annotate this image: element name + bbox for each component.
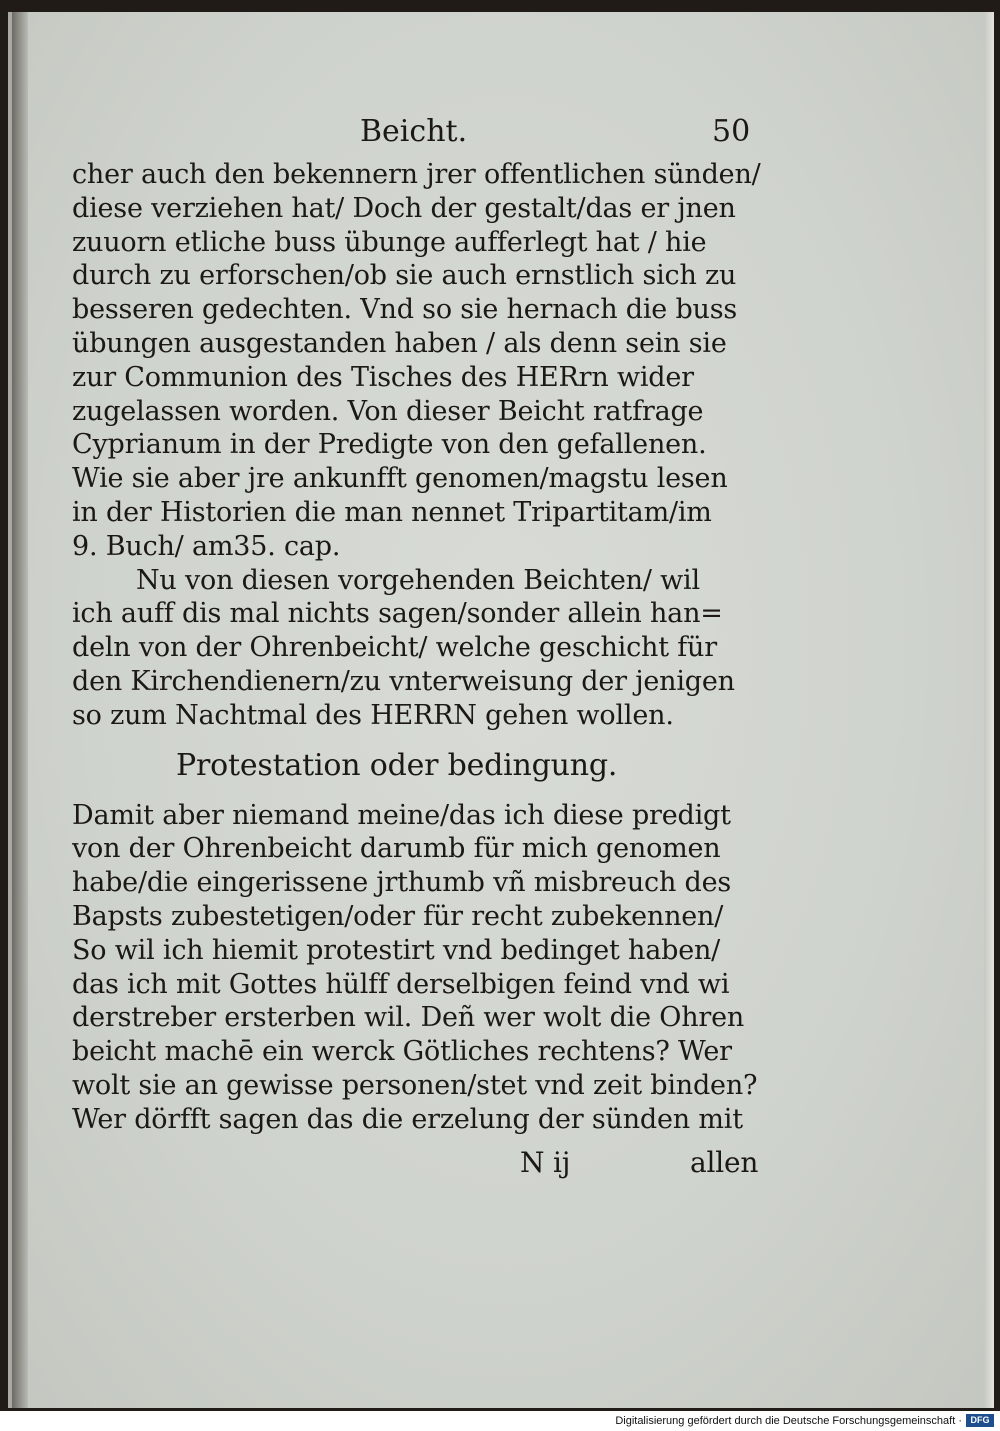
text-line: ich auff dis mal nichts sagen/sonder allein han= xyxy=(72,598,723,630)
dfg-logo-icon: DFG xyxy=(966,1414,994,1427)
paragraph-1 xyxy=(72,158,772,564)
text-line: Damit aber niemand meine/das ich diese predigt xyxy=(72,799,731,831)
text-line: Wie sie aber jre ankunfft genomen/magstu lesen xyxy=(72,463,728,495)
text-line: zur Communion des Tisches des HERrn wider xyxy=(72,361,694,393)
text-line: Bapsts zubestetigen/oder für recht zubekennen/ xyxy=(72,900,724,932)
text-line: übungen ausgestanden haben / als denn sein sie xyxy=(72,327,727,359)
signature-mark: N ij xyxy=(520,1145,571,1179)
text-line: Cyprianum in der Predigte von den gefallenen. xyxy=(72,429,707,461)
text-line: Nu von diesen vorgehenden Beichten/ wil xyxy=(136,564,700,596)
paragraph-2 xyxy=(72,564,772,733)
running-title: Beicht. xyxy=(360,114,468,149)
text-line: So wil ich hiemit protestirt vnd bedinget haben/ xyxy=(72,934,721,966)
section-heading: Protestation oder bedingung. xyxy=(176,747,618,783)
text-line: wolt sie an gewisse personen/stet vnd zeit binden? xyxy=(72,1069,758,1101)
paragraph-3 xyxy=(72,799,772,1137)
text-line: so zum Nachtmal des HERRN gehen wollen. xyxy=(72,699,674,731)
text-line: den Kirchendienern/zu vnterweisung der jenigen xyxy=(72,665,735,697)
text-line: 9. Buch/ am35. cap. xyxy=(72,530,341,562)
text-line: zuuorn etliche buss übunge aufferlegt hat / hie xyxy=(72,226,707,258)
text-line: deln von der Ohrenbeicht/ welche geschicht für xyxy=(72,632,717,664)
text-line: zugelassen worden. Von dieser Beicht ratfrage xyxy=(72,395,704,427)
text-line: besseren gedechten. Vnd so sie hernach die buss xyxy=(72,294,738,326)
text-line: durch zu erforschen/ob sie auch ernstlich sich zu xyxy=(72,260,737,292)
text-line: habe/die eingerissene jrthumb vñ misbreuch des xyxy=(72,867,732,899)
text-line: beicht machē ein werck Götliches rechtens? Wer xyxy=(72,1036,732,1068)
text-line: diese verziehen hat/ Doch der gestalt/das er jnen xyxy=(72,192,736,224)
text-line: derstreber ersterben wil. Deñ wer wolt die Ohren xyxy=(72,1002,745,1034)
footer-credit: Digitalisierung gefördert durch die Deutsche Forschungsgemeinschaft · xyxy=(615,1415,962,1427)
footer-bar xyxy=(0,1411,1000,1431)
catchword: allen xyxy=(690,1145,759,1179)
page-edge xyxy=(984,12,994,1408)
text-line: Wer dörfft sagen das die erzelung der sünden mit xyxy=(72,1103,743,1135)
text-line: in der Historien die man nennet Tripartitam/im xyxy=(72,496,712,528)
text-line: cher auch den bekennern jrer offentlichen sünden/ xyxy=(72,159,761,190)
page-number: 50 xyxy=(712,114,751,149)
text-line: das ich mit Gottes hülff derselbigen feind vnd wi xyxy=(72,968,730,1000)
signature-line xyxy=(72,1141,772,1185)
page-gutter-shadow xyxy=(12,12,28,1408)
body-text xyxy=(72,158,772,1185)
text-line: von der Ohrenbeicht darumb für mich genomen xyxy=(72,833,721,865)
